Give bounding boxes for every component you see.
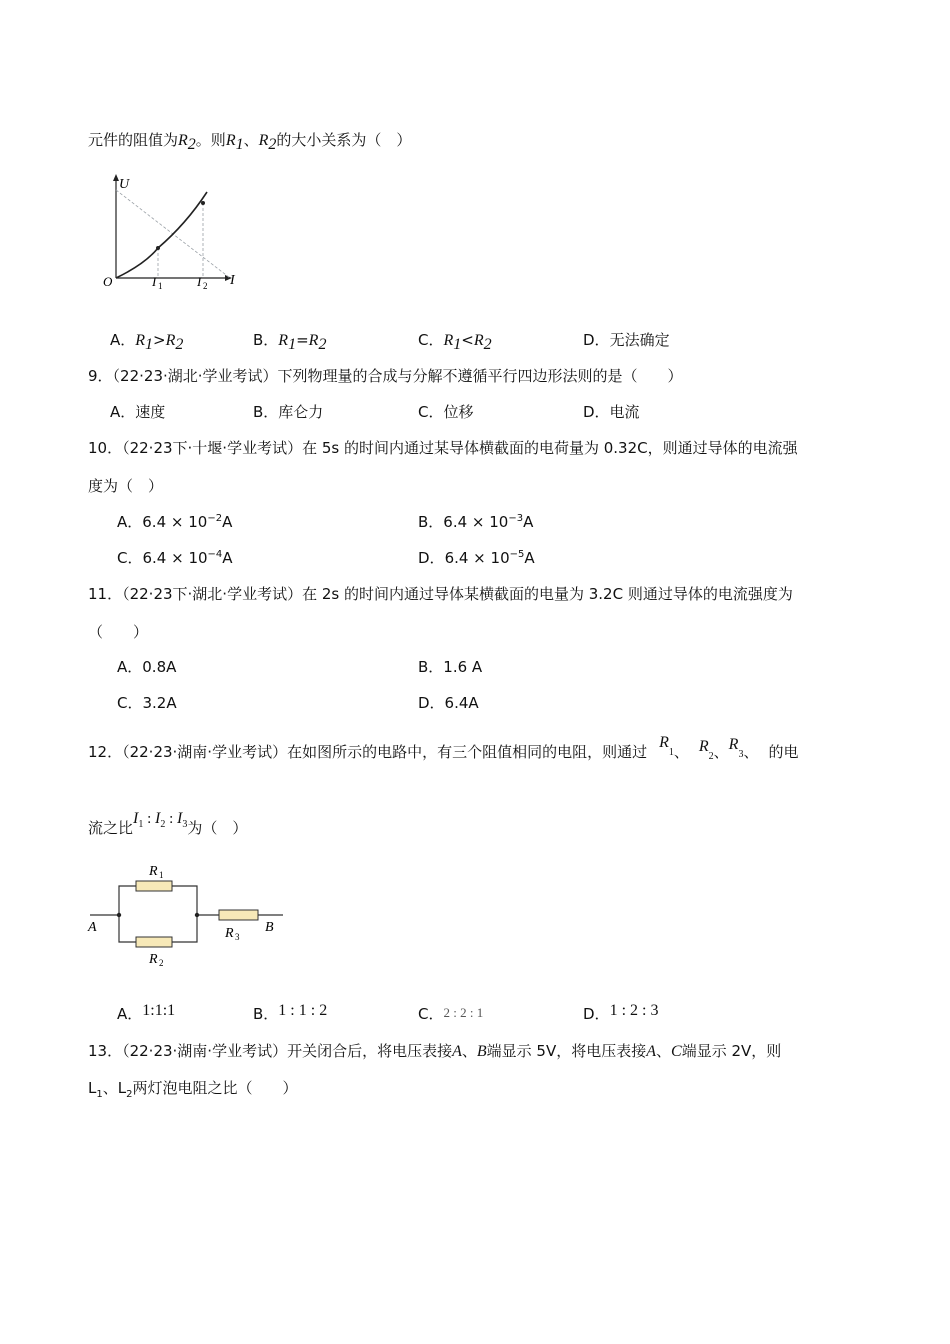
wire-top [119, 886, 136, 915]
u-label: U [119, 177, 130, 192]
q12-option-a[interactable]: A．1:1:1 [117, 1002, 176, 1023]
ui-curve [116, 192, 207, 278]
r2-sub: 2 [159, 958, 164, 968]
q9-option-c[interactable]: C．位移 [418, 403, 474, 421]
terminal-b-label: B [265, 920, 274, 935]
q10-option-c[interactable]: C．$6.4 \times 10^{-4}A$ [117, 549, 233, 567]
q10-option-d[interactable]: D．$6.4 \times 10^{-5}A$ [418, 549, 535, 567]
q12-option-c[interactable]: C．2 : 2 : 1 [418, 1005, 484, 1023]
q8-stem: 元件的阻值为$R_2$。则$R_1$、$R_2$的大小关系为（ ） [88, 131, 412, 153]
resistor-r2 [136, 937, 172, 947]
terminal-a-label: A [88, 920, 97, 935]
q10-stem-line2: 度为（ ） [88, 477, 164, 495]
q9-option-d[interactable]: D．电流 [583, 403, 640, 421]
wire-bottom-r [172, 915, 197, 942]
q11-option-c[interactable]: C．3.2A [117, 694, 177, 712]
q8-option-d[interactable]: D．无法确定 [583, 331, 670, 349]
r2-label: R [149, 952, 158, 967]
q12-circuit-diagram [86, 858, 286, 968]
r3-sub: 3 [235, 932, 240, 942]
r3-label: R [225, 926, 234, 941]
q11-option-d[interactable]: D．6.4A [418, 694, 479, 712]
q8-option-c[interactable]: C．$R_1<R_2$ [418, 331, 492, 353]
point-1 [156, 246, 160, 250]
q11-stem-line2: （ ） [88, 623, 149, 641]
point-2 [201, 201, 205, 205]
q11-option-b[interactable]: B．1.6 A [418, 658, 483, 676]
q8-option-b[interactable]: B．$R_1=R_2$ [253, 331, 327, 353]
q13-stem-line2: $L_1$、$L_2$两灯泡电阻之比（ ） [88, 1079, 298, 1100]
r1-sub: 1 [159, 870, 164, 880]
i2-label: I [197, 274, 202, 289]
resistor-r1 [136, 881, 172, 891]
i1-sub: 1 [158, 281, 163, 291]
i2-sub: 2 [203, 281, 208, 291]
origin-label: O [103, 274, 113, 289]
i1-label: I [152, 274, 157, 289]
q11-option-a[interactable]: A．0.8A [117, 658, 177, 676]
q13-stem-line1: 13．（22·23·湖南·学业考试）开关闭合后，将电压表接A、B端显示 5V，将电压表接A、C端显示 2V，则 [88, 1042, 782, 1060]
r1-label: R [149, 864, 158, 879]
i-label: I [230, 273, 235, 288]
q12-option-d[interactable]: D．1 : 2 : 3 [583, 1002, 659, 1023]
junction-right [195, 913, 199, 917]
junction-left [117, 913, 121, 917]
wire-bottom [119, 915, 136, 942]
q12-option-b[interactable]: B．1 : 1 : 2 [253, 1002, 328, 1023]
q11-stem-line1: 11．（22·23下·湖北·学业考试）在 2s 的时间内通过导体某横截面的电量为 3.2C 则通过导体的电流强度为 [88, 585, 793, 603]
q10-option-a[interactable]: A．$6.4 \times 10^{-2}A$ [117, 513, 233, 531]
q9-stem: 9．（22·23·湖北·学业考试）下列物理量的合成与分解不遵循平行四边形法则的是（ ） [88, 367, 683, 385]
q12-stem-line1: 12．（22·23·湖南·学业考试）在如图所示的电路中，有三个阻值相同的电阻，则通过$R_1$、 $R_2$、$R_3$、 的电 [88, 734, 799, 762]
q9-option-a[interactable]: A．速度 [110, 403, 166, 421]
q10-stem-line1: 10．（22·23下·十堰·学业考试）在 5s 的时间内通过某导体横截面的电荷量为 0.32C，则通过导体的电流强 [88, 439, 798, 457]
q10-option-b[interactable]: B．$6.4 \times 10^{-3}A$ [418, 513, 534, 531]
q8-option-a[interactable]: A．$R_1>R_2$ [110, 331, 184, 353]
q9-option-b[interactable]: B．库仑力 [253, 403, 324, 421]
q8-ui-graph [100, 172, 250, 294]
q12-stem-line2: 流之比$I_1$ : $I_2$ : $I_3$为（ ） [88, 810, 248, 837]
resistor-r3 [219, 910, 258, 920]
wire-top-r [172, 886, 197, 915]
